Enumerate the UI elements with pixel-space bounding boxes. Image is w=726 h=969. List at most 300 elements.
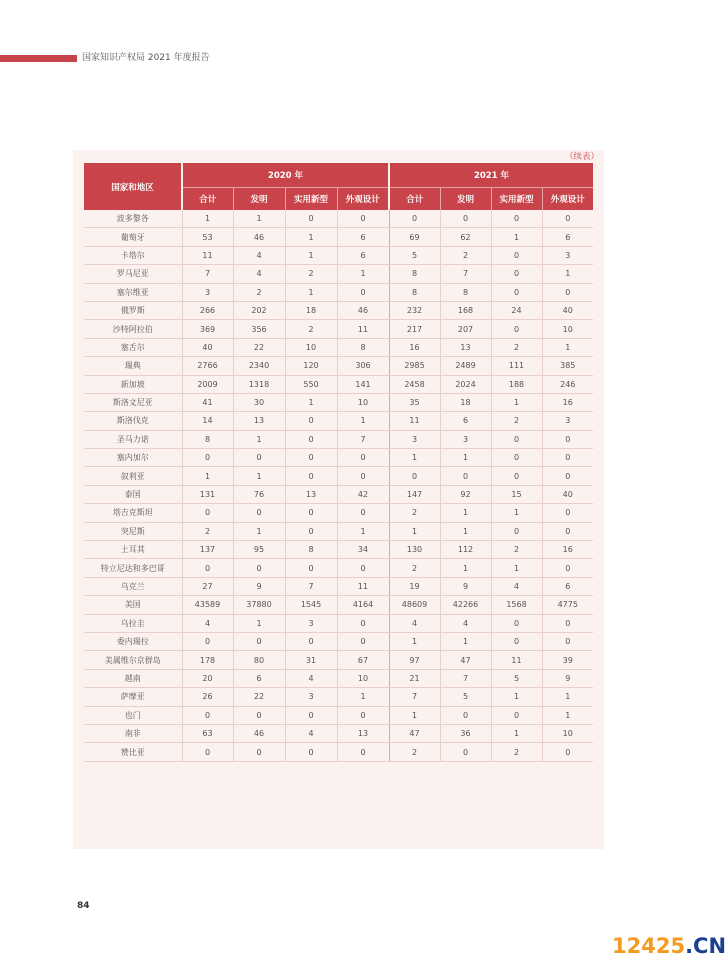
table-row — [84, 559, 593, 577]
utility-model-2020-cell: 2 — [285, 265, 337, 283]
utility-model-2021-cell: 1 — [491, 504, 542, 522]
utility-model-2020-cell: 1 — [285, 246, 337, 264]
continued-label: （续表） — [565, 152, 600, 162]
region-name-cell: 突尼斯 — [84, 522, 182, 540]
utility-model-2020-cell: 0 — [285, 412, 337, 430]
utility-model-2021-cell: 0 — [491, 706, 542, 724]
design-2021-cell: 0 — [542, 283, 593, 301]
invention-2021-cell: 112 — [440, 541, 491, 559]
design-2020-cell: 1 — [337, 522, 389, 540]
total-2020-cell: 1 — [182, 467, 233, 485]
design-2020-cell: 10 — [337, 393, 389, 411]
table-row — [84, 283, 593, 301]
design-2020-cell: 6 — [337, 246, 389, 264]
total-2020-cell: 43589 — [182, 596, 233, 614]
total-2020-cell: 0 — [182, 504, 233, 522]
sub-header-design-2021: 外观设计 — [542, 188, 593, 211]
invention-2020-cell: 4 — [233, 265, 285, 283]
design-2020-cell: 1 — [337, 688, 389, 706]
invention-2021-cell: 3 — [440, 430, 491, 448]
region-name-cell: 新加坡 — [84, 375, 182, 393]
invention-2021-cell: 7 — [440, 265, 491, 283]
design-2021-cell: 39 — [542, 651, 593, 669]
invention-2021-cell: 0 — [440, 467, 491, 485]
utility-model-2020-cell: 10 — [285, 338, 337, 356]
utility-model-2020-cell: 0 — [285, 559, 337, 577]
header-accent-bar — [0, 55, 77, 62]
region-name-cell: 塞舌尔 — [84, 338, 182, 356]
design-2021-cell: 1 — [542, 706, 593, 724]
total-2021-cell: 11 — [389, 412, 440, 430]
total-2021-cell: 0 — [389, 467, 440, 485]
invention-2021-cell: 13 — [440, 338, 491, 356]
region-name-cell: 特立尼达和多巴哥 — [84, 559, 182, 577]
utility-model-2020-cell: 1 — [285, 228, 337, 246]
region-name-cell: 土耳其 — [84, 541, 182, 559]
total-2021-cell: 8 — [389, 265, 440, 283]
invention-2021-cell: 2489 — [440, 357, 491, 375]
design-2021-cell: 0 — [542, 743, 593, 761]
table-row — [84, 246, 593, 264]
total-2021-cell: 5 — [389, 246, 440, 264]
design-2020-cell: 42 — [337, 485, 389, 503]
utility-model-2021-cell: 0 — [491, 632, 542, 650]
total-2020-cell: 26 — [182, 688, 233, 706]
table-row — [84, 210, 593, 228]
design-2020-cell: 0 — [337, 210, 389, 228]
design-2020-cell: 0 — [337, 283, 389, 301]
utility-model-2021-cell: 1 — [491, 393, 542, 411]
design-2020-cell: 0 — [337, 743, 389, 761]
table-row — [84, 706, 593, 724]
table-row — [84, 449, 593, 467]
table-row — [84, 338, 593, 356]
table-row — [84, 577, 593, 595]
table-row — [84, 467, 593, 485]
invention-2020-cell: 0 — [233, 706, 285, 724]
total-2021-cell: 7 — [389, 688, 440, 706]
invention-2020-cell: 6 — [233, 669, 285, 687]
utility-model-2021-cell: 5 — [491, 669, 542, 687]
utility-model-2020-cell: 1545 — [285, 596, 337, 614]
invention-2020-cell: 46 — [233, 228, 285, 246]
utility-model-2021-cell: 0 — [491, 246, 542, 264]
invention-2020-cell: 0 — [233, 504, 285, 522]
table-row — [84, 412, 593, 430]
sub-header-utility-model-2021: 实用新型 — [491, 188, 542, 211]
region-name-cell: 罗马尼亚 — [84, 265, 182, 283]
table-row — [84, 632, 593, 650]
utility-model-2020-cell: 0 — [285, 449, 337, 467]
invention-2021-cell: 207 — [440, 320, 491, 338]
utility-model-2020-cell: 0 — [285, 430, 337, 448]
design-2020-cell: 0 — [337, 449, 389, 467]
design-2021-cell: 4775 — [542, 596, 593, 614]
total-2021-cell: 130 — [389, 541, 440, 559]
total-2020-cell: 41 — [182, 393, 233, 411]
invention-2020-cell: 1 — [233, 522, 285, 540]
table-row — [84, 265, 593, 283]
sub-header-design-2020: 外观设计 — [337, 188, 389, 211]
utility-model-2021-cell: 0 — [491, 283, 542, 301]
design-2021-cell: 16 — [542, 393, 593, 411]
design-2020-cell: 7 — [337, 430, 389, 448]
invention-2021-cell: 62 — [440, 228, 491, 246]
table-row — [84, 301, 593, 319]
table-row — [84, 228, 593, 246]
total-2020-cell: 4 — [182, 614, 233, 632]
design-2020-cell: 0 — [337, 614, 389, 632]
design-2021-cell: 1 — [542, 688, 593, 706]
total-2020-cell: 27 — [182, 577, 233, 595]
design-2020-cell: 13 — [337, 724, 389, 742]
design-2021-cell: 3 — [542, 246, 593, 264]
utility-model-2021-cell: 15 — [491, 485, 542, 503]
table-row — [84, 522, 593, 540]
total-2021-cell: 16 — [389, 338, 440, 356]
design-2021-cell: 3 — [542, 412, 593, 430]
region-name-cell: 乌克兰 — [84, 577, 182, 595]
invention-2020-cell: 0 — [233, 632, 285, 650]
region-name-cell: 塔吉克斯坦 — [84, 504, 182, 522]
region-name-cell: 波多黎各 — [84, 210, 182, 228]
invention-2021-cell: 5 — [440, 688, 491, 706]
invention-2020-cell: 0 — [233, 559, 285, 577]
table-row — [84, 596, 593, 614]
region-name-cell: 萨摩亚 — [84, 688, 182, 706]
total-2021-cell: 2 — [389, 504, 440, 522]
total-2021-cell: 48609 — [389, 596, 440, 614]
invention-2020-cell: 37880 — [233, 596, 285, 614]
table-row — [84, 393, 593, 411]
design-2021-cell: 0 — [542, 467, 593, 485]
invention-2020-cell: 76 — [233, 485, 285, 503]
invention-2020-cell: 22 — [233, 688, 285, 706]
design-2021-cell: 40 — [542, 301, 593, 319]
watermark-domain: .CN — [685, 934, 726, 958]
region-name-cell: 俄罗斯 — [84, 301, 182, 319]
invention-2021-cell: 42266 — [440, 596, 491, 614]
total-2021-cell: 47 — [389, 724, 440, 742]
total-2021-cell: 1 — [389, 706, 440, 724]
invention-2020-cell: 95 — [233, 541, 285, 559]
sub-header-invention-2020: 发明 — [233, 188, 285, 211]
design-2021-cell: 385 — [542, 357, 593, 375]
invention-2020-cell: 356 — [233, 320, 285, 338]
design-2021-cell: 0 — [542, 210, 593, 228]
invention-2021-cell: 0 — [440, 210, 491, 228]
total-2020-cell: 1 — [182, 210, 233, 228]
invention-2021-cell: 2 — [440, 246, 491, 264]
table-row — [84, 320, 593, 338]
region-name-cell: 斯洛伐克 — [84, 412, 182, 430]
design-2021-cell: 0 — [542, 449, 593, 467]
total-2020-cell: 11 — [182, 246, 233, 264]
utility-model-2021-cell: 1 — [491, 688, 542, 706]
utility-model-2020-cell: 0 — [285, 632, 337, 650]
utility-model-2020-cell: 8 — [285, 541, 337, 559]
patent-statistics-table — [84, 163, 593, 762]
design-2021-cell: 0 — [542, 504, 593, 522]
design-2020-cell: 306 — [337, 357, 389, 375]
design-2021-cell: 6 — [542, 577, 593, 595]
design-2020-cell: 6 — [337, 228, 389, 246]
total-2020-cell: 63 — [182, 724, 233, 742]
total-2021-cell: 2458 — [389, 375, 440, 393]
total-2021-cell: 4 — [389, 614, 440, 632]
invention-2020-cell: 22 — [233, 338, 285, 356]
design-2020-cell: 4164 — [337, 596, 389, 614]
total-2020-cell: 2009 — [182, 375, 233, 393]
region-name-cell: 乌拉圭 — [84, 614, 182, 632]
utility-model-2021-cell: 2 — [491, 412, 542, 430]
invention-2020-cell: 0 — [233, 743, 285, 761]
invention-2021-cell: 1 — [440, 504, 491, 522]
invention-2021-cell: 1 — [440, 559, 491, 577]
utility-model-2020-cell: 0 — [285, 743, 337, 761]
total-2020-cell: 0 — [182, 706, 233, 724]
utility-model-2020-cell: 2 — [285, 320, 337, 338]
site-watermark-logo — [612, 933, 726, 959]
total-2021-cell: 232 — [389, 301, 440, 319]
invention-2020-cell: 202 — [233, 301, 285, 319]
utility-model-2020-cell: 3 — [285, 688, 337, 706]
total-2020-cell: 40 — [182, 338, 233, 356]
utility-model-2020-cell: 4 — [285, 669, 337, 687]
total-2021-cell: 1 — [389, 522, 440, 540]
table-row — [84, 504, 593, 522]
total-2021-cell: 147 — [389, 485, 440, 503]
invention-2021-cell: 6 — [440, 412, 491, 430]
total-2020-cell: 0 — [182, 449, 233, 467]
total-2021-cell: 217 — [389, 320, 440, 338]
region-name-cell: 斯洛文尼亚 — [84, 393, 182, 411]
region-name-cell: 也门 — [84, 706, 182, 724]
invention-2020-cell: 1 — [233, 430, 285, 448]
region-column-header: 国家和地区 — [84, 163, 182, 210]
region-name-cell: 越南 — [84, 669, 182, 687]
total-2020-cell: 7 — [182, 265, 233, 283]
utility-model-2021-cell: 2 — [491, 743, 542, 761]
utility-model-2021-cell: 0 — [491, 265, 542, 283]
utility-model-2020-cell: 0 — [285, 504, 337, 522]
invention-2021-cell: 0 — [440, 706, 491, 724]
region-name-cell: 葡萄牙 — [84, 228, 182, 246]
total-2021-cell: 97 — [389, 651, 440, 669]
invention-2021-cell: 0 — [440, 743, 491, 761]
design-2021-cell: 1 — [542, 338, 593, 356]
design-2020-cell: 0 — [337, 632, 389, 650]
table-row — [84, 669, 593, 687]
page-number: 84 — [77, 901, 90, 911]
invention-2020-cell: 1 — [233, 210, 285, 228]
year-header-2021: 2021 年 — [389, 163, 593, 188]
design-2021-cell: 0 — [542, 632, 593, 650]
utility-model-2021-cell: 2 — [491, 338, 542, 356]
design-2021-cell: 1 — [542, 265, 593, 283]
total-2020-cell: 131 — [182, 485, 233, 503]
utility-model-2020-cell: 18 — [285, 301, 337, 319]
invention-2021-cell: 1 — [440, 449, 491, 467]
invention-2020-cell: 46 — [233, 724, 285, 742]
total-2020-cell: 2766 — [182, 357, 233, 375]
design-2020-cell: 8 — [337, 338, 389, 356]
invention-2020-cell: 4 — [233, 246, 285, 264]
total-2020-cell: 14 — [182, 412, 233, 430]
table-row — [84, 375, 593, 393]
table-row — [84, 688, 593, 706]
design-2021-cell: 6 — [542, 228, 593, 246]
invention-2021-cell: 1 — [440, 632, 491, 650]
table-row — [84, 357, 593, 375]
total-2020-cell: 3 — [182, 283, 233, 301]
invention-2020-cell: 0 — [233, 449, 285, 467]
invention-2020-cell: 13 — [233, 412, 285, 430]
invention-2021-cell: 168 — [440, 301, 491, 319]
total-2021-cell: 1 — [389, 449, 440, 467]
utility-model-2020-cell: 0 — [285, 467, 337, 485]
design-2020-cell: 0 — [337, 559, 389, 577]
design-2021-cell: 9 — [542, 669, 593, 687]
total-2021-cell: 8 — [389, 283, 440, 301]
table-row — [84, 541, 593, 559]
invention-2021-cell: 4 — [440, 614, 491, 632]
total-2021-cell: 35 — [389, 393, 440, 411]
design-2020-cell: 11 — [337, 577, 389, 595]
table-body — [84, 210, 593, 761]
region-name-cell: 美属维尔京群岛 — [84, 651, 182, 669]
table-row — [84, 651, 593, 669]
total-2021-cell: 1 — [389, 632, 440, 650]
total-2021-cell: 0 — [389, 210, 440, 228]
invention-2021-cell: 18 — [440, 393, 491, 411]
report-header-title: 国家知识产权局 2021 年度报告 — [82, 53, 210, 63]
utility-model-2020-cell: 1 — [285, 393, 337, 411]
total-2020-cell: 53 — [182, 228, 233, 246]
design-2021-cell: 16 — [542, 541, 593, 559]
utility-model-2021-cell: 1568 — [491, 596, 542, 614]
design-2020-cell: 11 — [337, 320, 389, 338]
utility-model-2020-cell: 0 — [285, 522, 337, 540]
utility-model-2021-cell: 0 — [491, 614, 542, 632]
design-2021-cell: 0 — [542, 522, 593, 540]
utility-model-2021-cell: 0 — [491, 449, 542, 467]
design-2021-cell: 246 — [542, 375, 593, 393]
utility-model-2021-cell: 1 — [491, 724, 542, 742]
design-2020-cell: 67 — [337, 651, 389, 669]
design-2021-cell: 40 — [542, 485, 593, 503]
sub-header-total-2020: 合计 — [182, 188, 233, 211]
invention-2021-cell: 1 — [440, 522, 491, 540]
table-row — [84, 743, 593, 761]
total-2021-cell: 21 — [389, 669, 440, 687]
design-2021-cell: 0 — [542, 614, 593, 632]
region-name-cell: 南非 — [84, 724, 182, 742]
utility-model-2021-cell: 0 — [491, 210, 542, 228]
total-2021-cell: 2 — [389, 559, 440, 577]
region-name-cell: 圣马力诺 — [84, 430, 182, 448]
region-name-cell: 塞尔维亚 — [84, 283, 182, 301]
design-2020-cell: 0 — [337, 706, 389, 724]
design-2020-cell: 1 — [337, 412, 389, 430]
design-2020-cell: 0 — [337, 504, 389, 522]
total-2021-cell: 2985 — [389, 357, 440, 375]
utility-model-2020-cell: 550 — [285, 375, 337, 393]
design-2021-cell: 0 — [542, 559, 593, 577]
invention-2020-cell: 9 — [233, 577, 285, 595]
total-2021-cell: 2 — [389, 743, 440, 761]
invention-2021-cell: 9 — [440, 577, 491, 595]
invention-2021-cell: 36 — [440, 724, 491, 742]
region-name-cell: 瑞典 — [84, 357, 182, 375]
design-2020-cell: 141 — [337, 375, 389, 393]
region-name-cell: 美国 — [84, 596, 182, 614]
utility-model-2021-cell: 111 — [491, 357, 542, 375]
design-2020-cell: 0 — [337, 467, 389, 485]
utility-model-2020-cell: 4 — [285, 724, 337, 742]
utility-model-2020-cell: 31 — [285, 651, 337, 669]
total-2020-cell: 369 — [182, 320, 233, 338]
design-2020-cell: 34 — [337, 541, 389, 559]
utility-model-2021-cell: 2 — [491, 541, 542, 559]
design-2020-cell: 1 — [337, 265, 389, 283]
design-2021-cell: 0 — [542, 430, 593, 448]
table-row — [84, 614, 593, 632]
utility-model-2021-cell: 1 — [491, 559, 542, 577]
utility-model-2021-cell: 4 — [491, 577, 542, 595]
invention-2021-cell: 8 — [440, 283, 491, 301]
total-2020-cell: 20 — [182, 669, 233, 687]
invention-2020-cell: 30 — [233, 393, 285, 411]
design-2021-cell: 10 — [542, 320, 593, 338]
utility-model-2021-cell: 0 — [491, 467, 542, 485]
watermark-number: 12425 — [612, 934, 686, 958]
region-name-cell: 泰国 — [84, 485, 182, 503]
region-name-cell: 委内瑞拉 — [84, 632, 182, 650]
year-header-2020: 2020 年 — [182, 163, 389, 188]
design-2020-cell: 10 — [337, 669, 389, 687]
invention-2020-cell: 2340 — [233, 357, 285, 375]
design-2020-cell: 46 — [337, 301, 389, 319]
total-2021-cell: 69 — [389, 228, 440, 246]
utility-model-2021-cell: 1 — [491, 228, 542, 246]
utility-model-2020-cell: 13 — [285, 485, 337, 503]
region-name-cell: 沙特阿拉伯 — [84, 320, 182, 338]
invention-2021-cell: 92 — [440, 485, 491, 503]
total-2020-cell: 0 — [182, 559, 233, 577]
total-2020-cell: 137 — [182, 541, 233, 559]
table-row — [84, 430, 593, 448]
region-name-cell: 叙利亚 — [84, 467, 182, 485]
region-name-cell: 卡塔尔 — [84, 246, 182, 264]
total-2020-cell: 0 — [182, 632, 233, 650]
invention-2020-cell: 1 — [233, 614, 285, 632]
utility-model-2021-cell: 188 — [491, 375, 542, 393]
utility-model-2021-cell: 0 — [491, 522, 542, 540]
utility-model-2021-cell: 24 — [491, 301, 542, 319]
invention-2021-cell: 7 — [440, 669, 491, 687]
utility-model-2021-cell: 11 — [491, 651, 542, 669]
utility-model-2020-cell: 0 — [285, 706, 337, 724]
total-2020-cell: 266 — [182, 301, 233, 319]
sub-header-total-2021: 合计 — [389, 188, 440, 211]
utility-model-2020-cell: 3 — [285, 614, 337, 632]
table-row — [84, 485, 593, 503]
design-2021-cell: 10 — [542, 724, 593, 742]
utility-model-2020-cell: 0 — [285, 210, 337, 228]
utility-model-2020-cell: 120 — [285, 357, 337, 375]
region-name-cell: 赞比亚 — [84, 743, 182, 761]
